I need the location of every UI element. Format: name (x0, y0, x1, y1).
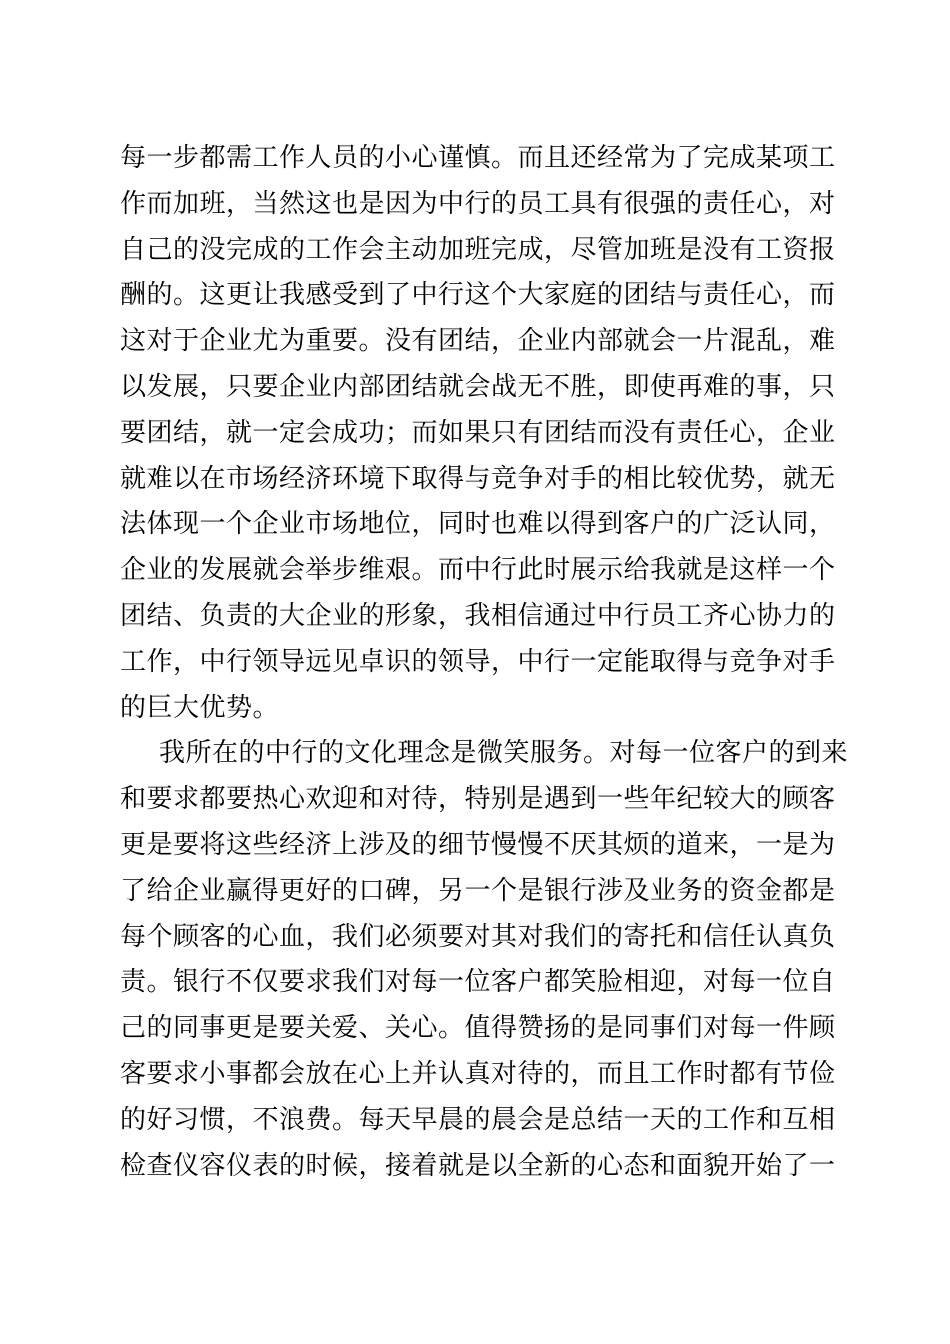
text-line: 的巨大优势。 (120, 692, 280, 723)
text-line: 法体现一个企业市场地位，同时也难以得到客户的广泛认同， (120, 509, 836, 540)
text-line: 的好习惯，不浪费。每天早晨的晨会是总结一天的工作和互相 (120, 1104, 836, 1135)
text-line: 企业的发展就会举步维艰。而中行此时展示给我就是这样一个 (120, 555, 836, 586)
text-line: 了给企业赢得更好的口碑，另一个是银行涉及业务的资金都是 (120, 875, 836, 906)
text-line: 己的同事更是要关爱、关心。值得赞扬的是同事们对每一件顾 (120, 1013, 836, 1044)
text-line: 作而加班，当然这也是因为中行的员工具有很强的责任心，对 (120, 188, 836, 219)
text-line: 每个顾客的心血，我们必须要对其对我们的寄托和信任认真负 (120, 921, 836, 952)
text-line: 这对于企业尤为重要。没有团结，企业内部就会一片混乱，难 (120, 326, 836, 357)
paragraph-second (120, 731, 849, 1189)
text-line: 客要求小事都会放在心上并认真对待的，而且工作时都有节俭 (120, 1058, 836, 1089)
text-line: 和要求都要热心欢迎和对待，特别是遇到一些年纪较大的顾客 (120, 784, 836, 815)
document-body (120, 136, 849, 1189)
text-line: 更是要将这些经济上涉及的细节慢慢不厌其烦的道来，一是为 (120, 829, 836, 860)
text-line: 酬的。这更让我感受到了中行这个大家庭的团结与责任心，而 (120, 280, 836, 311)
text-line: 以发展，只要企业内部团结就会战无不胜，即使再难的事，只 (120, 371, 836, 402)
text-line: 每一步都需工作人员的小心谨慎。而且还经常为了完成某项工 (120, 143, 836, 173)
text-line: 要团结，就一定会成功；而如果只有团结而没有责任心，企业 (120, 417, 836, 448)
text-line: 就难以在市场经济环境下取得与竞争对手的相比较优势，就无 (120, 463, 836, 494)
text-line: 检查仪容仪表的时候，接着就是以全新的心态和面貌开始了一 (120, 1150, 836, 1181)
text-line: 自己的没完成的工作会主动加班完成，尽管加班是没有工资报 (120, 234, 836, 265)
text-line: 团结、负责的大企业的形象，我相信通过中行员工齐心协力的 (120, 600, 836, 631)
text-line: 我所在的中行的文化理念是微笑服务。对每一位客户的到来 (159, 738, 849, 769)
text-line: 责。银行不仅要求我们对每一位客户都笑脸相迎，对每一位自 (120, 967, 836, 998)
paragraph-continued (120, 136, 836, 731)
text-line: 工作，中行领导远见卓识的领导，中行一定能取得与竞争对手 (120, 646, 836, 677)
